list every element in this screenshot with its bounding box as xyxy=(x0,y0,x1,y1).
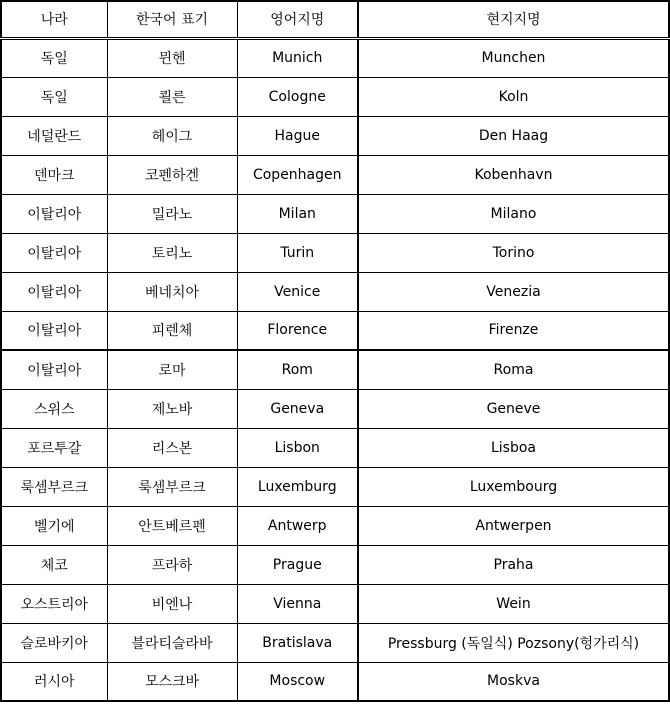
cell-country: 체코 xyxy=(1,545,107,584)
cell-english-name: Antwerp xyxy=(237,506,358,545)
cell-local-name: Wein xyxy=(358,584,669,623)
cell-local-name: Torino xyxy=(358,233,669,272)
table-row xyxy=(1,155,669,194)
cell-local-name: Milano xyxy=(358,194,669,233)
cell-english-name: Rom xyxy=(237,350,358,389)
cell-local-name: Roma xyxy=(358,350,669,389)
cell-korean-name: 뮌헨 xyxy=(107,38,237,77)
cell-english-name: Vienna xyxy=(237,584,358,623)
header-english-name: 영어지명 xyxy=(237,1,358,38)
cell-country: 이탈리아 xyxy=(1,311,107,350)
cell-local-name: Lisboa xyxy=(358,428,669,467)
header-korean-name: 한국어 표기 xyxy=(107,1,237,38)
cell-country: 러시아 xyxy=(1,662,107,701)
cell-korean-name: 로마 xyxy=(107,350,237,389)
table-row xyxy=(1,545,669,584)
cell-english-name: Geneva xyxy=(237,389,358,428)
cell-english-name: Munich xyxy=(237,38,358,77)
cell-local-name: Den Haag xyxy=(358,116,669,155)
cell-korean-name: 제노바 xyxy=(107,389,237,428)
cell-local-name: Pressburg (독일식) Pozsony(헝가리식) xyxy=(358,623,669,662)
table-row xyxy=(1,233,669,272)
cell-korean-name: 피렌체 xyxy=(107,311,237,350)
table-body xyxy=(1,38,669,701)
table-row xyxy=(1,350,669,389)
table-row xyxy=(1,584,669,623)
cell-local-name: Firenze xyxy=(358,311,669,350)
table-row xyxy=(1,662,669,701)
table-row xyxy=(1,272,669,311)
cell-english-name: Prague xyxy=(237,545,358,584)
cell-country: 이탈리아 xyxy=(1,272,107,311)
cell-local-name: Antwerpen xyxy=(358,506,669,545)
cell-english-name: Bratislava xyxy=(237,623,358,662)
table-row xyxy=(1,194,669,233)
cell-korean-name: 밀라노 xyxy=(107,194,237,233)
cell-korean-name: 토리노 xyxy=(107,233,237,272)
cell-korean-name: 헤이그 xyxy=(107,116,237,155)
table-row xyxy=(1,38,669,77)
cell-country: 스위스 xyxy=(1,389,107,428)
table-row xyxy=(1,623,669,662)
cell-english-name: Moscow xyxy=(237,662,358,701)
table-row xyxy=(1,77,669,116)
cell-english-name: Florence xyxy=(237,311,358,350)
cell-local-name: Luxembourg xyxy=(358,467,669,506)
cell-local-name: Praha xyxy=(358,545,669,584)
cell-english-name: Cologne xyxy=(237,77,358,116)
table-row xyxy=(1,428,669,467)
cell-country: 이탈리아 xyxy=(1,233,107,272)
cell-country: 이탈리아 xyxy=(1,350,107,389)
cell-country: 오스트리아 xyxy=(1,584,107,623)
cell-korean-name: 쾰른 xyxy=(107,77,237,116)
cell-local-name: Venezia xyxy=(358,272,669,311)
cell-korean-name: 리스본 xyxy=(107,428,237,467)
cell-country: 포르투갈 xyxy=(1,428,107,467)
table-row xyxy=(1,467,669,506)
cell-korean-name: 비엔나 xyxy=(107,584,237,623)
table-row xyxy=(1,506,669,545)
cell-local-name: Moskva xyxy=(358,662,669,701)
cell-country: 슬로바키아 xyxy=(1,623,107,662)
cell-local-name: Munchen xyxy=(358,38,669,77)
cell-local-name: Kobenhavn xyxy=(358,155,669,194)
cell-english-name: Lisbon xyxy=(237,428,358,467)
cell-local-name: Koln xyxy=(358,77,669,116)
table-row xyxy=(1,116,669,155)
cell-korean-name: 프라하 xyxy=(107,545,237,584)
cell-english-name: Milan xyxy=(237,194,358,233)
header-row xyxy=(1,1,669,38)
header-local-name: 현지지명 xyxy=(358,1,669,38)
cell-english-name: Turin xyxy=(237,233,358,272)
cell-english-name: Copenhagen xyxy=(237,155,358,194)
cell-english-name: Hague xyxy=(237,116,358,155)
cell-english-name: Luxemburg xyxy=(237,467,358,506)
cell-local-name: Geneve xyxy=(358,389,669,428)
cell-country: 네덜란드 xyxy=(1,116,107,155)
cell-country: 이탈리아 xyxy=(1,194,107,233)
table-row xyxy=(1,389,669,428)
cell-korean-name: 룩셈부르크 xyxy=(107,467,237,506)
cell-country: 룩셈부르크 xyxy=(1,467,107,506)
cell-korean-name: 베네치아 xyxy=(107,272,237,311)
cell-korean-name: 코펜하겐 xyxy=(107,155,237,194)
cell-english-name: Venice xyxy=(237,272,358,311)
cell-country: 벨기에 xyxy=(1,506,107,545)
cell-country: 덴마크 xyxy=(1,155,107,194)
cell-korean-name: 안트베르펜 xyxy=(107,506,237,545)
cell-country: 독일 xyxy=(1,38,107,77)
table-row xyxy=(1,311,669,350)
cell-country: 독일 xyxy=(1,77,107,116)
header-country: 나라 xyxy=(1,1,107,38)
cell-korean-name: 블라티슬라바 xyxy=(107,623,237,662)
cell-korean-name: 모스크바 xyxy=(107,662,237,701)
